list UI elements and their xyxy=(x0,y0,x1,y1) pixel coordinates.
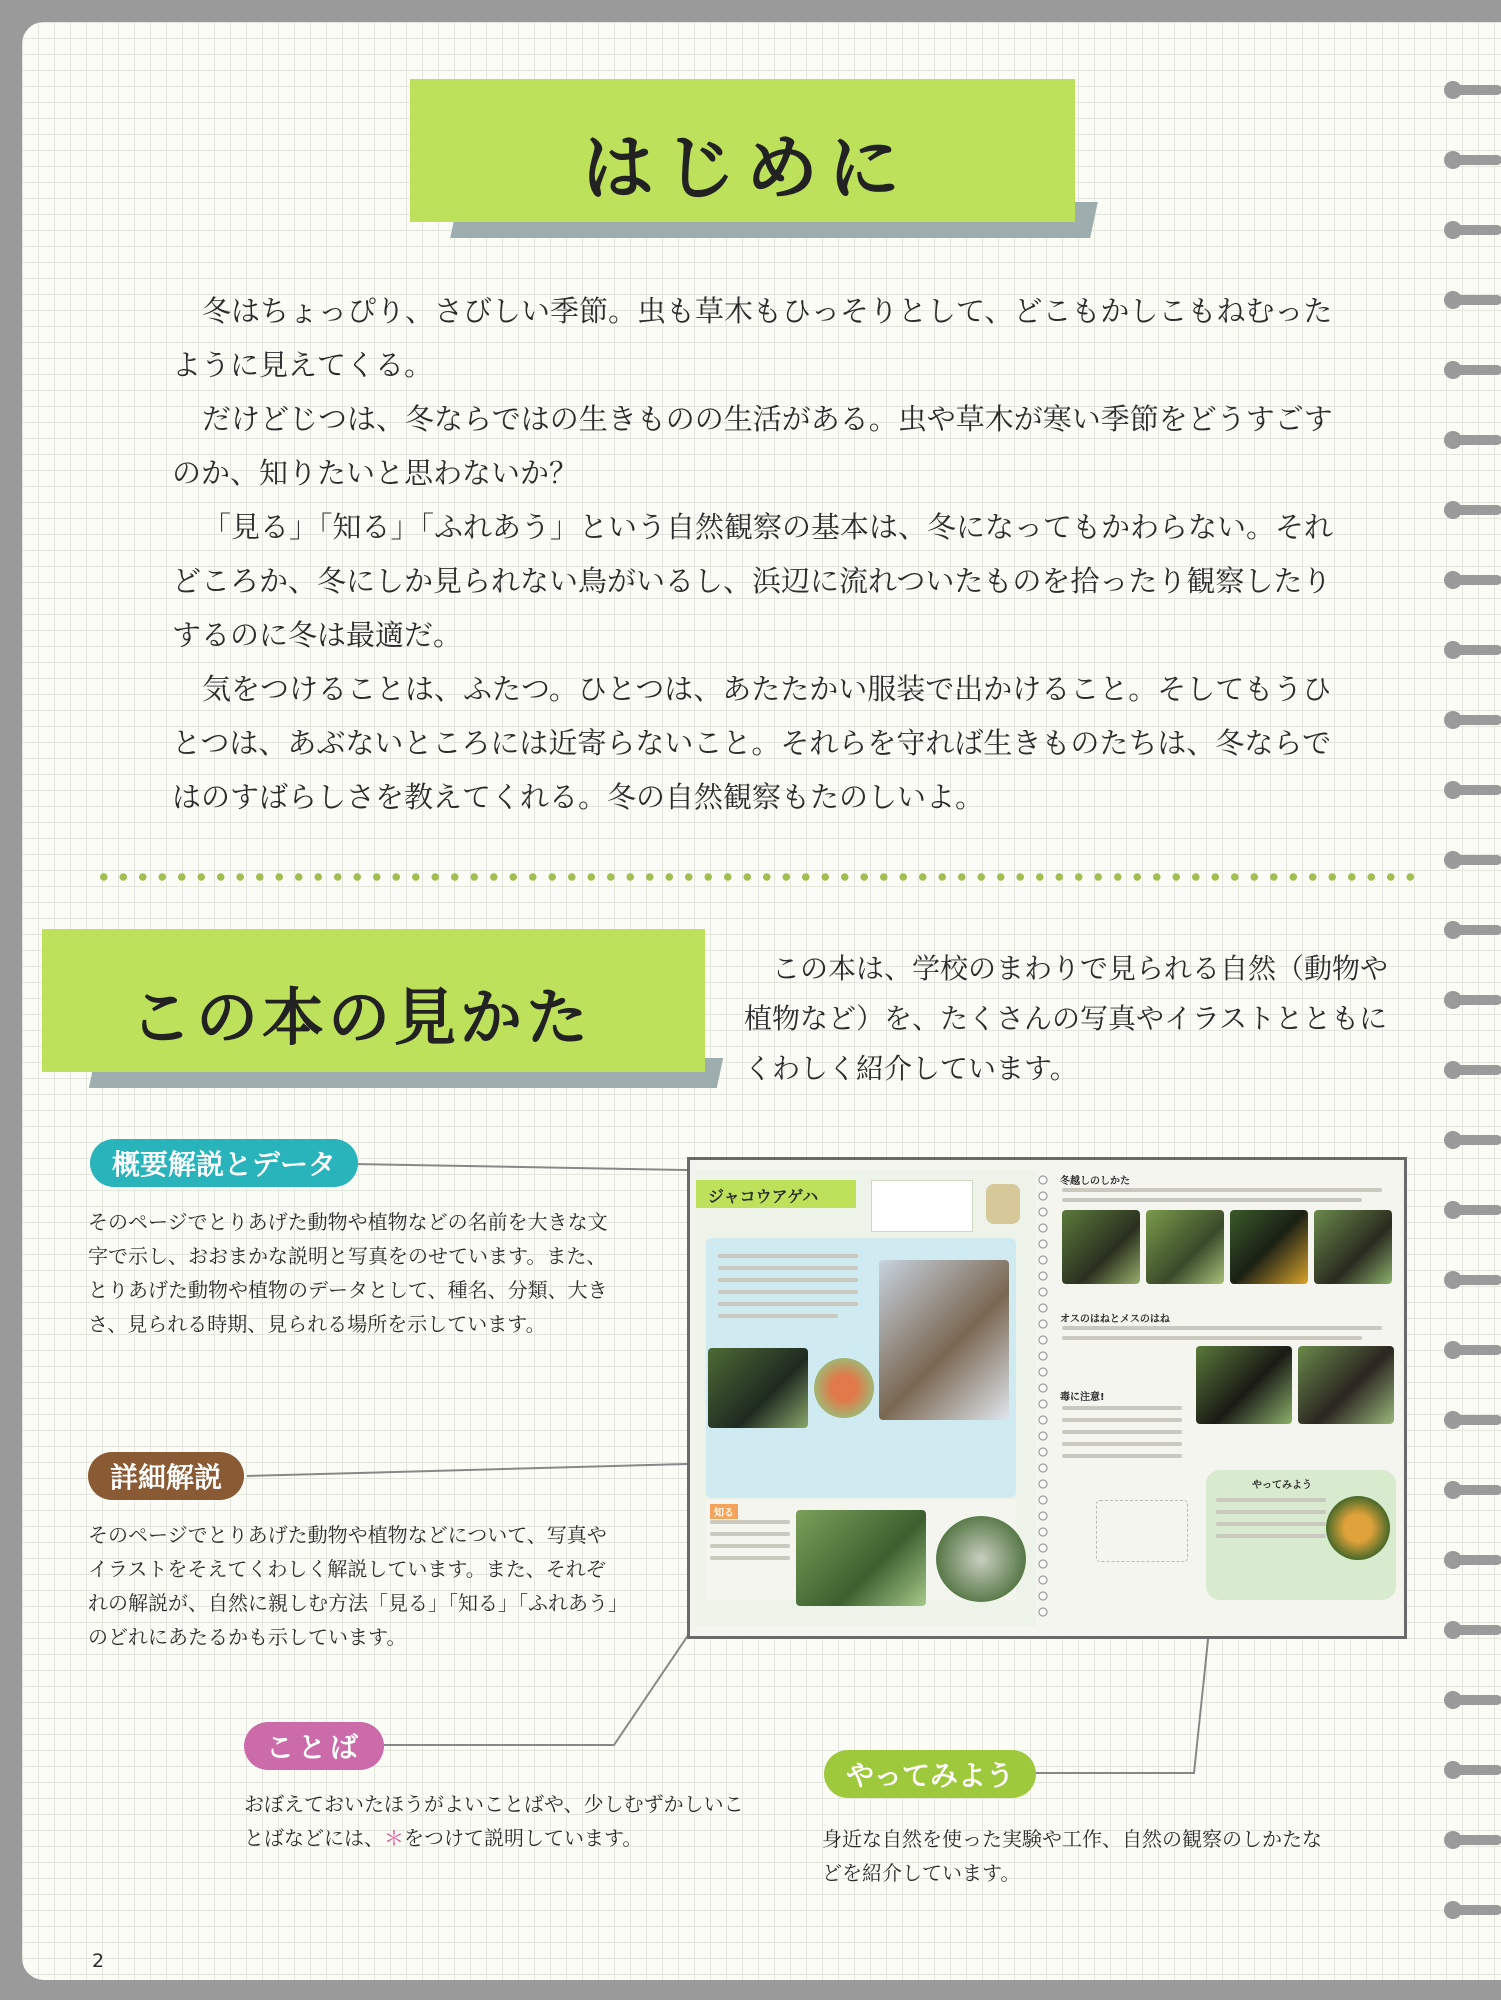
section2-title: この本の見かた xyxy=(130,981,593,1054)
sample-section-poison: 毒に注意! xyxy=(1060,1392,1105,1403)
intro-paragraph-1: 冬はちょっぴり、さびしい季節。虫も草木もひっそりとして、どこもかしこもねむったように見えてくる。 xyxy=(172,294,1333,382)
callout-lines xyxy=(22,22,1501,1980)
overview-text: そのページでとりあげた動物や植物などの名前を大きな文字で示し、おおまかな説明と写真をのせています。また、とりあげた動物や植物のデータとして、種名、分類、大きさ、見られる時期、見られる場所を示しています。 xyxy=(88,1210,608,1336)
kotoba-asterisk: ＊ xyxy=(384,1826,404,1850)
kotoba-text-before: おぼえておいたほうがよいことばや、少しむずかしいことばなどには、 xyxy=(244,1792,744,1850)
sample-page-preview xyxy=(687,1157,1407,1639)
section1-title: はじめに xyxy=(582,126,911,210)
yattemiyou-label: やってみよう xyxy=(824,1750,1036,1798)
sample-section-try: やってみよう xyxy=(1252,1480,1312,1491)
section2-description: この本は、学校のまわりで見られる自然（動物や植物など）を、たくさんの写真やイラストとともにくわしく紹介しています。 xyxy=(744,952,1389,1085)
sample-section-wings: オスのはねとメスのはね xyxy=(1060,1314,1170,1325)
sample-know-tag: 知る xyxy=(710,1504,738,1519)
sample-right-page xyxy=(1056,1170,1398,1626)
sample-section-winter: 冬越しのしかた xyxy=(1060,1176,1130,1187)
detail-label: 詳細解説 xyxy=(88,1452,244,1500)
intro-paragraph-4: 気をつけることは、ふたつ。ひとつは、あたたかい服装で出かけること。そしてもうひとつは、あぶないところには近寄らないこと。それらを守れば生きものたちは、冬ならではのすばらしさを教えてくれる。冬の自然観察もたのしいよ。 xyxy=(172,672,1332,814)
intro-paragraph-2: だけどじつは、冬ならではの生きものの生活がある。虫や草木が寒い季節をどうすごすのか、知りたいと思わないか？ xyxy=(172,402,1333,490)
page-number: 2 xyxy=(92,1950,105,1972)
yattemiyou-text: 身近な自然を使った実験や工作、自然の観察のしかたなどを紹介しています。 xyxy=(822,1827,1322,1885)
kotoba-label: ことば xyxy=(244,1722,384,1770)
page xyxy=(22,22,1501,1980)
kotoba-text xyxy=(244,1787,744,1855)
sample-left-page xyxy=(696,1170,1036,1626)
sample-title: ジャコウアゲハ xyxy=(708,1187,819,1206)
detail-text: そのページでとりあげた動物や植物などについて、写真やイラストをそえてくわしく解説しています。また、それぞれの解説が、自然に親しむ方法「見る」「知る」「ふれあう」のどれにあたるかも示しています。 xyxy=(88,1523,618,1649)
intro-paragraph-3: 「見る」「知る」「ふれあう」という自然観察の基本は、冬になってもかわらない。それどころか、冬にしか見られない鳥がいるし、浜辺に流れついたものを拾ったり観察したりするのに冬は最適だ。 xyxy=(172,510,1334,652)
sample-spiral xyxy=(1034,1172,1052,1622)
overview-label: 概要解説とデータ xyxy=(90,1139,358,1187)
kotoba-text-after: をつけて説明しています。 xyxy=(404,1826,643,1850)
